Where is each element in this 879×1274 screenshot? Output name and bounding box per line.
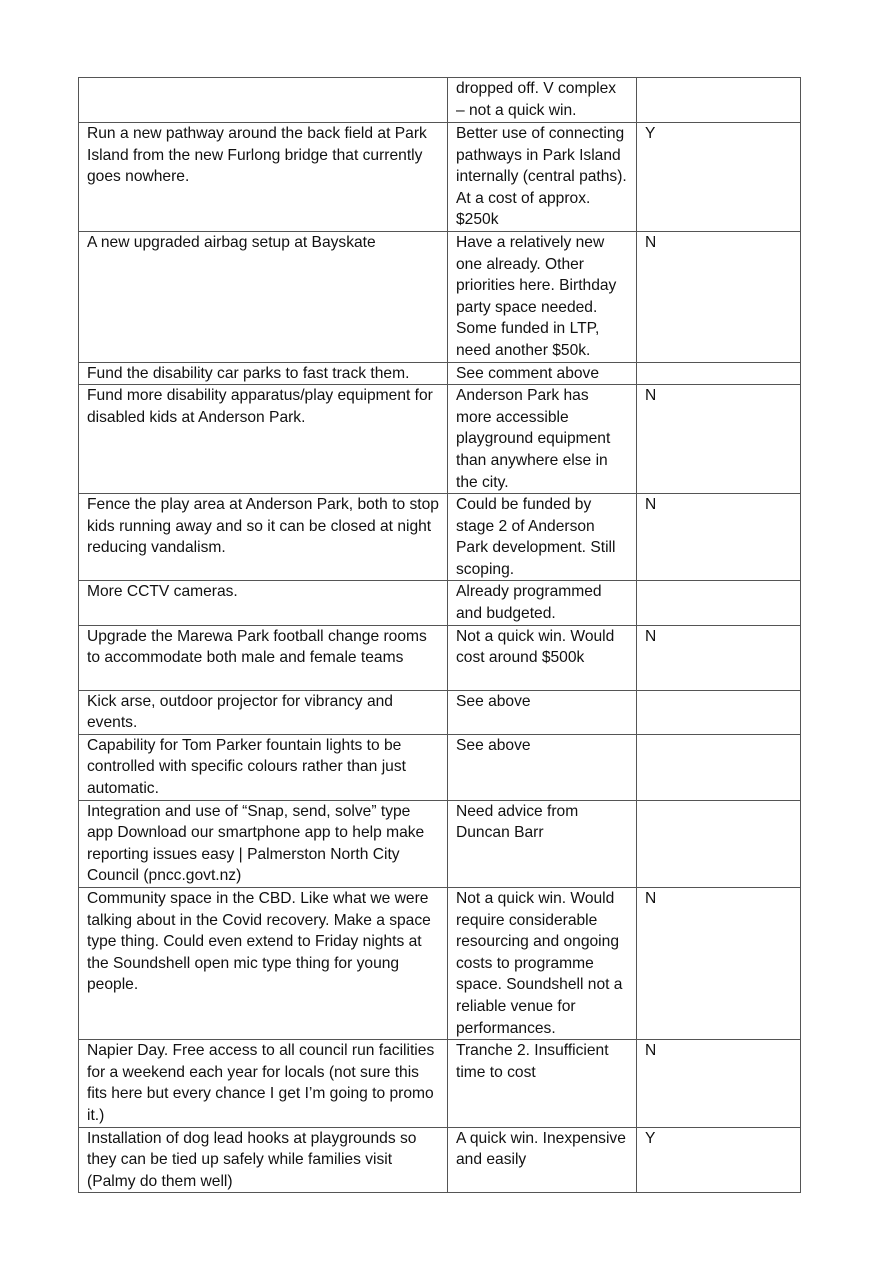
suggestion-cell (79, 734, 448, 800)
decision-cell (637, 800, 801, 887)
suggestions-table (78, 77, 801, 1193)
decision-text: N (645, 890, 657, 907)
table-row (79, 494, 801, 581)
comment-cell (448, 231, 637, 362)
comment-cell (448, 888, 637, 1040)
comment-cell (448, 690, 637, 734)
suggestion-cell (79, 1127, 448, 1193)
comment-cell (448, 1127, 637, 1193)
comment-text: Already programmed and budgeted. (456, 583, 602, 623)
suggestion-cell (79, 625, 448, 690)
suggestion-text: Community space in the CBD. Like what we were talking about in the Covid recovery. Make a space type thing. Could even extend to Friday nights at the Soundshell open mic type thing for young people. (87, 890, 431, 994)
comment-cell (448, 78, 637, 123)
comment-cell (448, 581, 637, 625)
comment-text: See comment above (456, 364, 600, 382)
table-row (79, 231, 801, 362)
comment-cell (448, 123, 637, 232)
table-row (79, 1040, 801, 1127)
suggestion-cell (79, 123, 448, 232)
suggestion-text: Kick arse, outdoor projector for vibrancy and events. (87, 692, 393, 732)
suggestion-text: Upgrade the Marewa Park football change rooms to accommodate both male and female teams (87, 627, 427, 667)
suggestion-text: Fence the play area at Anderson Park, both to stop kids running away and so it can be closed at night reducing vandalism. (87, 496, 439, 557)
comment-text: Could be funded by stage 2 of Anderson Park development. Still scoping. (456, 496, 616, 578)
decision-cell (637, 494, 801, 581)
table-row (79, 78, 801, 123)
decision-cell (637, 888, 801, 1040)
comment-text: Need advice from Duncan Barr (456, 802, 579, 842)
decision-cell (637, 123, 801, 232)
decision-cell (637, 231, 801, 362)
decision-cell (637, 581, 801, 625)
table-row (79, 1127, 801, 1193)
decision-cell (637, 625, 801, 690)
decision-cell (637, 1127, 801, 1193)
decision-cell (637, 1040, 801, 1127)
comment-text: Tranche 2. Insufficient time to cost (456, 1042, 609, 1081)
decision-cell (637, 734, 801, 800)
suggestion-cell (79, 800, 448, 887)
comment-text: Have a relatively new one already. Other priorities here. Birthday party space needed. Some funded in LTP, need another $50k. (456, 233, 617, 359)
decision-text: N (645, 496, 657, 514)
suggestion-text: Installation of dog lead hooks at playgrounds so they can be tied up safely while families visit (Palmy do them well) (87, 1129, 417, 1190)
comment-text: Better use of connecting pathways in Park Island internally (central paths). At a cost of approx. $250k (456, 125, 627, 229)
suggestion-text: Run a new pathway around the back field at Park Island from the new Furlong bridge that currently goes nowhere. (87, 125, 427, 186)
suggestion-cell (79, 690, 448, 734)
table-row (79, 362, 801, 385)
suggestion-cell (79, 385, 448, 494)
comment-text: Not a quick win. Would require considerable resourcing and ongoing costs to programme space. Soundshell not a reliable venue for performances. (456, 890, 623, 1037)
decision-cell (637, 385, 801, 494)
decision-text: N (645, 627, 657, 645)
comment-text: Not a quick win. Would cost around $500k (456, 627, 615, 667)
suggestion-text: A new upgraded airbag setup at Bayskate (87, 233, 376, 251)
table-row (79, 385, 801, 494)
comment-text: dropped off. V complex – not a quick win. (456, 80, 617, 119)
decision-cell (637, 362, 801, 385)
suggestion-text: Capability for Tom Parker fountain lights to be controlled with specific colours rather than just automatic. (87, 736, 406, 798)
suggestion-text: Napier Day. Free access to all council run facilities for a weekend each year for locals (not sure this fits here but every chance I get I’m going to promo it.) (87, 1042, 435, 1124)
suggestion-text: More CCTV cameras. (87, 583, 238, 601)
comment-text: See above (456, 736, 531, 754)
decision-text: N (645, 233, 657, 251)
comment-cell (448, 1040, 637, 1127)
table-row (79, 123, 801, 232)
table-row (79, 888, 801, 1040)
suggestion-cell (79, 362, 448, 385)
suggestion-text: Fund more disability apparatus/play equipment for disabled kids at Anderson Park. (87, 387, 433, 426)
decision-text: N (645, 1042, 657, 1060)
suggestion-text: Fund the disability car parks to fast track them. (87, 364, 410, 382)
table-row (79, 734, 801, 800)
comment-cell (448, 800, 637, 887)
decision-cell (637, 78, 801, 123)
comment-cell (448, 494, 637, 581)
suggestion-cell (79, 494, 448, 581)
comment-cell (448, 362, 637, 385)
decision-text: Y (645, 1129, 656, 1147)
decision-cell (637, 690, 801, 734)
comment-cell (448, 734, 637, 800)
suggestion-cell (79, 581, 448, 625)
comment-text: A quick win. Inexpensive and easily (456, 1129, 626, 1169)
comment-text: See above (456, 692, 531, 710)
table-row (79, 800, 801, 887)
suggestion-cell (79, 78, 448, 123)
suggestion-cell (79, 888, 448, 1040)
table-row (79, 625, 801, 690)
suggestion-text: Integration and use of “Snap, send, solve” type app Download our smartphone app to help make reporting issues easy | Palmerston North City Council (pncc.govt.nz) (87, 802, 425, 885)
comment-cell (448, 385, 637, 494)
table-row (79, 581, 801, 625)
comment-cell (448, 625, 637, 690)
suggestion-cell (79, 231, 448, 362)
comment-text: Anderson Park has more accessible playground equipment than anywhere else in the city. (456, 387, 611, 491)
decision-text: Y (645, 125, 656, 142)
decision-text: N (645, 387, 657, 405)
suggestion-cell (79, 1040, 448, 1127)
table-row (79, 690, 801, 734)
